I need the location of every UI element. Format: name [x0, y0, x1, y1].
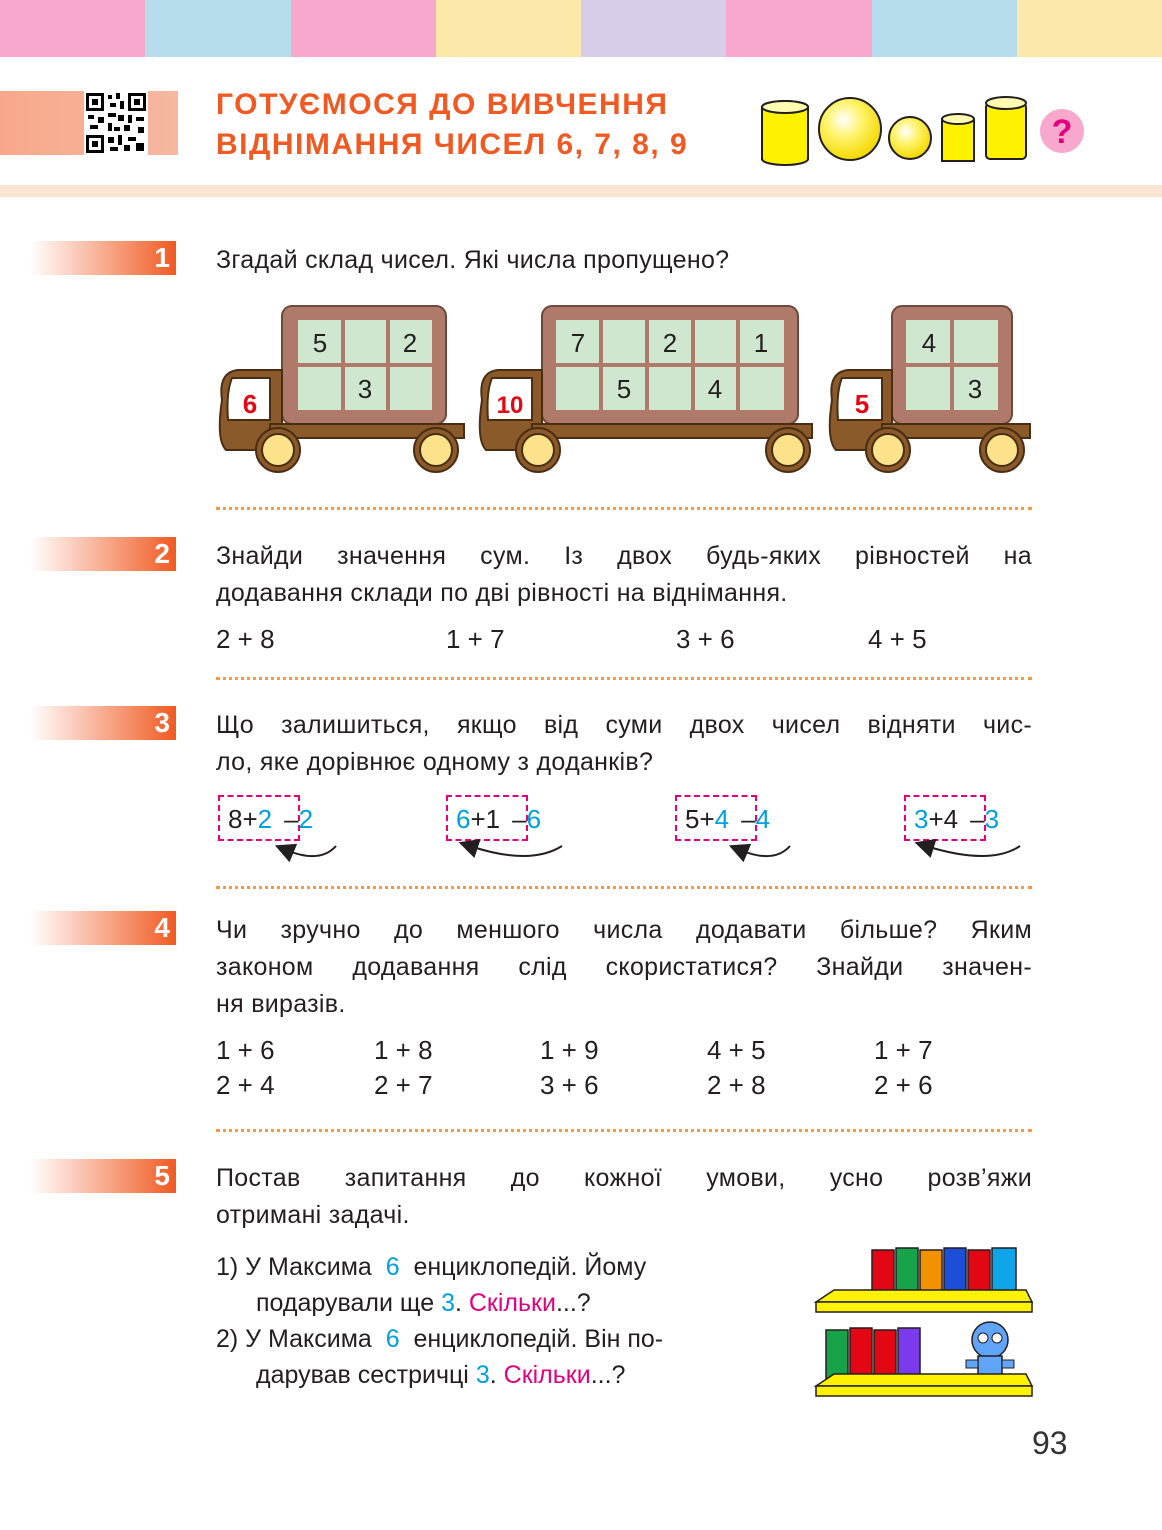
problem-text: енциклопедій. Він по-: [413, 1325, 664, 1353]
plus-sign: +: [242, 804, 258, 834]
truck: [480, 306, 812, 472]
lesson-header: [0, 57, 1162, 197]
problem-line: [216, 1249, 786, 1285]
question-mark-icon: [1040, 109, 1084, 153]
expression: 1 + 9: [540, 1035, 599, 1065]
task-text: [216, 707, 1032, 781]
truck-cab-number: 5: [854, 389, 870, 419]
task-number: 4: [154, 912, 170, 943]
tall-cylinder-icon: [986, 97, 1026, 159]
task-text-line: законом додавання слід скористатися? Знайди значен-: [216, 953, 1032, 981]
arrows: [200, 836, 1040, 866]
title-line-1: ГОТУЄМОСЯ ДО ВИВЧЕННЯ: [216, 88, 669, 121]
number-highlight: 6: [385, 1325, 400, 1353]
plus-sign: +: [928, 804, 944, 834]
title-line-2: ВІДНІМАННЯ ЧИСЕЛ 6, 7, 8, 9: [216, 128, 689, 161]
curved-arrow-icon: [286, 846, 336, 856]
task-number-bar: [30, 706, 176, 740]
expression: 2 + 8: [707, 1070, 766, 1100]
problem-text: ...?: [555, 1289, 591, 1317]
problem-text: ...?: [590, 1361, 626, 1389]
truck-cab-number: 10: [496, 392, 524, 419]
cell-value: 4: [921, 328, 937, 358]
problem-text: дарував сестричці: [256, 1361, 469, 1389]
cell-value: 4: [707, 374, 723, 404]
minus-sign: –: [284, 804, 299, 834]
task-number: 1: [154, 242, 170, 273]
problem-text: 1) У Максима: [216, 1253, 372, 1281]
question-word: Скільки: [468, 1289, 556, 1317]
minus-sign: –: [741, 804, 756, 834]
expression: 2 + 7: [374, 1070, 433, 1100]
small-cylinder-icon: [942, 114, 974, 161]
subtraction-expression: [456, 802, 541, 836]
dotted-divider: [216, 677, 1032, 680]
dotted-divider: [216, 886, 1032, 889]
problem-text: .: [454, 1289, 462, 1317]
plus-sign: +: [699, 804, 715, 834]
expression: 1 + 7: [874, 1035, 933, 1065]
qr-code-icon[interactable]: [84, 91, 148, 155]
problem-line: [216, 1357, 786, 1393]
expression: 4 + 5: [707, 1035, 766, 1065]
minus-sign: –: [970, 804, 985, 834]
number-highlight: 3: [441, 1289, 455, 1317]
page-title: [216, 85, 688, 165]
stripe: [581, 0, 726, 57]
word-problem-1: [216, 1249, 786, 1321]
subtraction-expression: [228, 802, 313, 836]
task-text-line: Знайди значення сум. Із двох будь-яких рівностей на: [216, 542, 1032, 570]
problem-text: подарували ще: [256, 1289, 435, 1317]
problem-line: [216, 1285, 786, 1321]
task-number: 3: [154, 707, 170, 738]
header-divider: [0, 185, 1162, 197]
geometric-shapes-illustration: [758, 93, 1088, 173]
stripe: [145, 0, 290, 57]
bookshelf-illustration: [812, 1240, 1038, 1400]
subtrahend: 4: [755, 804, 771, 834]
truck: [830, 306, 1030, 472]
addend: 2: [257, 804, 273, 834]
stripe: [0, 0, 145, 57]
task-number: 2: [154, 538, 170, 569]
question-mark-text: ?: [1051, 113, 1073, 151]
stripe: [436, 0, 581, 57]
plus-sign: +: [470, 804, 486, 834]
cell-value: 3: [967, 374, 983, 404]
cell-value: 2: [402, 328, 418, 358]
problem-text: 2) У Максима: [216, 1325, 372, 1353]
subtraction-expression: [914, 802, 999, 836]
expression: 2 + 4: [216, 1070, 275, 1100]
cell-value: 7: [570, 328, 586, 358]
task-number-bar: [30, 537, 176, 571]
task-number-bar: [30, 241, 176, 275]
curved-arrow-icon: [926, 846, 1020, 856]
task-number-bar: [30, 911, 176, 945]
trucks-illustration: [210, 300, 1040, 480]
task-text-line: ня виразів.: [216, 990, 346, 1018]
robot-toy-icon: [966, 1322, 1014, 1376]
number-highlight: 3: [475, 1361, 490, 1389]
small-sphere-icon: [889, 117, 931, 159]
stripe: [872, 0, 1017, 57]
number-highlight: 6: [385, 1253, 400, 1281]
question-word: Скільки: [503, 1361, 591, 1389]
addend: 4: [943, 804, 959, 834]
word-problem-2: [216, 1321, 786, 1393]
cylinder-icon: [762, 101, 808, 165]
curved-arrow-icon: [740, 846, 790, 856]
dotted-divider: [216, 1129, 1032, 1132]
addend: 4: [714, 804, 730, 834]
cell-value: 1: [753, 328, 769, 358]
stripe: [291, 0, 436, 57]
expression: 1 + 8: [374, 1035, 433, 1065]
task-text-line: Постав запитання до кожної умови, усно розв’яжи: [216, 1164, 1032, 1192]
task-number: 5: [154, 1160, 170, 1191]
problem-text: енциклопедій. Йому: [413, 1253, 647, 1281]
problem-text: .: [489, 1361, 497, 1389]
task-text-line: отримані задачі.: [216, 1201, 410, 1229]
expression: 3 + 6: [676, 624, 735, 654]
task-text-line: ло, яке дорівнює одному з доданків?: [216, 748, 654, 776]
task-text: [216, 1160, 1032, 1234]
subtrahend: 6: [526, 804, 542, 834]
task-text-line: Що залишиться, якщо від суми двох чисел відняти чис-: [216, 711, 1032, 739]
subtrahend: 3: [984, 804, 1000, 834]
minus-sign: –: [512, 804, 527, 834]
sphere-icon: [819, 98, 881, 160]
cell-value: 5: [616, 374, 632, 404]
expression: 2 + 8: [216, 624, 275, 654]
top-color-stripes: [0, 0, 1162, 57]
addend: 3: [914, 804, 929, 834]
task-text-line: Чи зручно до меншого числа додавати більше? Яким: [216, 916, 1032, 944]
task-text-line: додавання склади по дві рівності на віднімання.: [216, 579, 788, 607]
stripe: [726, 0, 871, 57]
problem-line: [216, 1321, 786, 1357]
expression: 1 + 7: [446, 624, 505, 654]
task-text: Згадай склад чисел. Які числа пропущено?: [216, 246, 730, 274]
subtraction-expression: [685, 802, 770, 836]
expression: 2 + 6: [874, 1070, 933, 1100]
expression: 1 + 6: [216, 1035, 275, 1065]
expression: 4 + 5: [868, 624, 927, 654]
cell-value: 5: [312, 328, 328, 358]
cell-value: 2: [662, 328, 678, 358]
dotted-divider: [216, 507, 1032, 510]
task-number-bar: [30, 1159, 176, 1193]
truck: [220, 306, 464, 472]
cell-value: 3: [357, 374, 373, 404]
addend: 5: [685, 804, 700, 834]
page-number: 93: [1032, 1425, 1068, 1461]
task-text: [216, 912, 1032, 1023]
addend: 1: [485, 804, 501, 834]
addend: 8: [228, 804, 243, 834]
task-text: [216, 538, 1032, 612]
expression: 3 + 6: [540, 1070, 599, 1100]
truck-cab-number: 6: [242, 389, 258, 419]
subtrahend: 2: [298, 804, 314, 834]
addend: 6: [456, 804, 471, 834]
stripe: [1017, 0, 1162, 57]
curved-arrow-icon: [470, 846, 562, 856]
